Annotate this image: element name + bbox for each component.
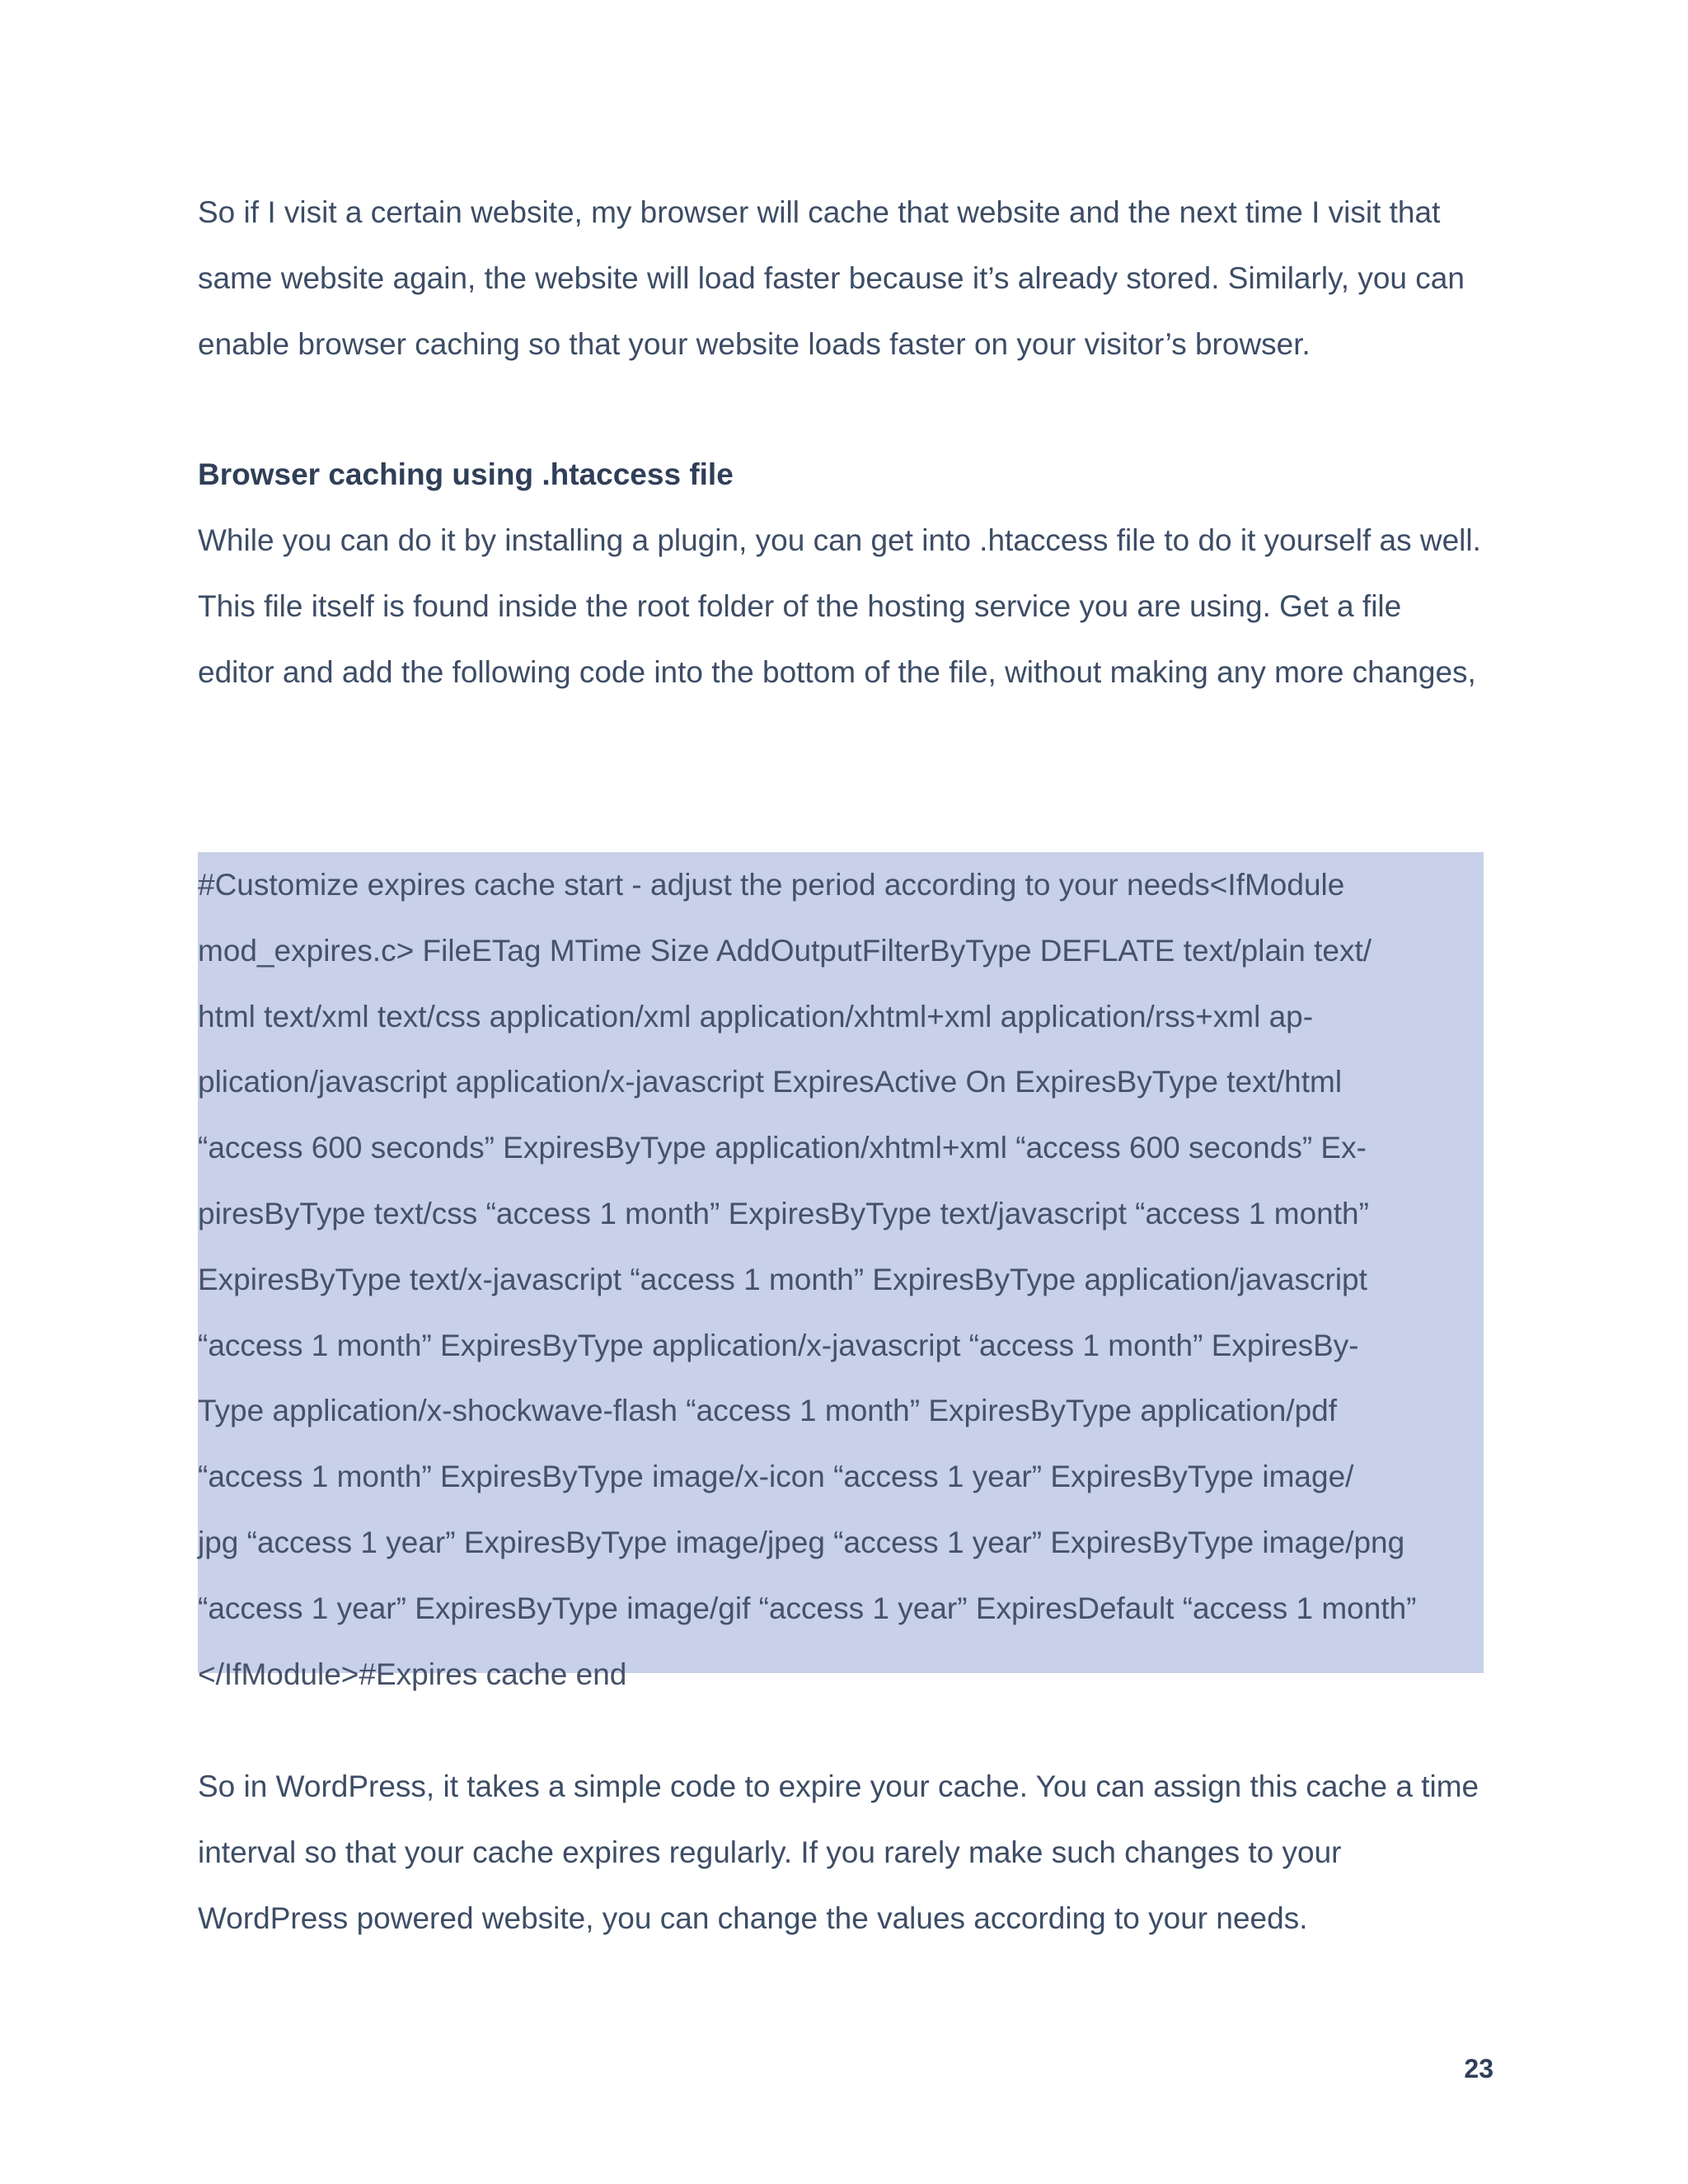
page-number: 23 — [1464, 2054, 1493, 2083]
code-block — [198, 852, 1484, 1691]
intro-section — [198, 180, 1484, 377]
section-heading: Browser caching using .htaccess file — [198, 457, 734, 491]
htaccess-code: #Customize expires cache start - adjust the period according to your needs<IfModule mod_expires.c> FileETag MTime Size AddOutputFilterByType DEFLATE text/plain text/ html text/xml text/css application/xml application/xhtml+xml application/rss+xml ap- plication/javascript application/x-javascript ExpiresActive On ExpiresByType text/html “access 600 seconds” ExpiresByType application/xhtml+xml “access 600 seconds” Ex- piresByType text/css “access 1 month” ExpiresByType text/javascript “access 1 month” ExpiresByType text/x-javascript “access 1 month” ExpiresByType application/javascript “access 1 month” ExpiresByType application/x-javascript “access 1 month” ExpiresBy- Type application/x-shockwave-flash “access 1 month” ExpiresByType application/pdf “access 1 month” ExpiresByType image/x-icon “access 1 year” ExpiresByType image/ jpg “access 1 year” ExpiresByType image/jpeg “access 1 year” ExpiresByType image/png “access 1 year” ExpiresByType image/gif “access 1 year” ExpiresDefault “access 1 month” </IfModule>#Expires cache end — [198, 868, 1417, 1691]
htaccess-section — [198, 442, 1484, 705]
outro-paragraph: So in WordPress, it takes a simple code to expire your cache. You can assign this cache a time interval so that your cache expires regularly. If you rarely make such changes to your WordPress powered website, you can change the values according to your needs. — [198, 1769, 1479, 1935]
outro-section — [198, 1754, 1484, 1952]
section-paragraph: While you can do it by installing a plugin, you can get into .htaccess file to do it yourself as well. This file itself is found inside the root folder of the hosting service you are using. Get a file editor and add the following code into the bottom of the file, without making any more changes, — [198, 523, 1481, 689]
intro-paragraph: So if I visit a certain website, my browser will cache that website and the next time I visit that same website again, the website will load faster because it’s already stored. Similarly, you can enable browser caching so that your website loads faster on your visitor’s browser. — [198, 195, 1465, 361]
